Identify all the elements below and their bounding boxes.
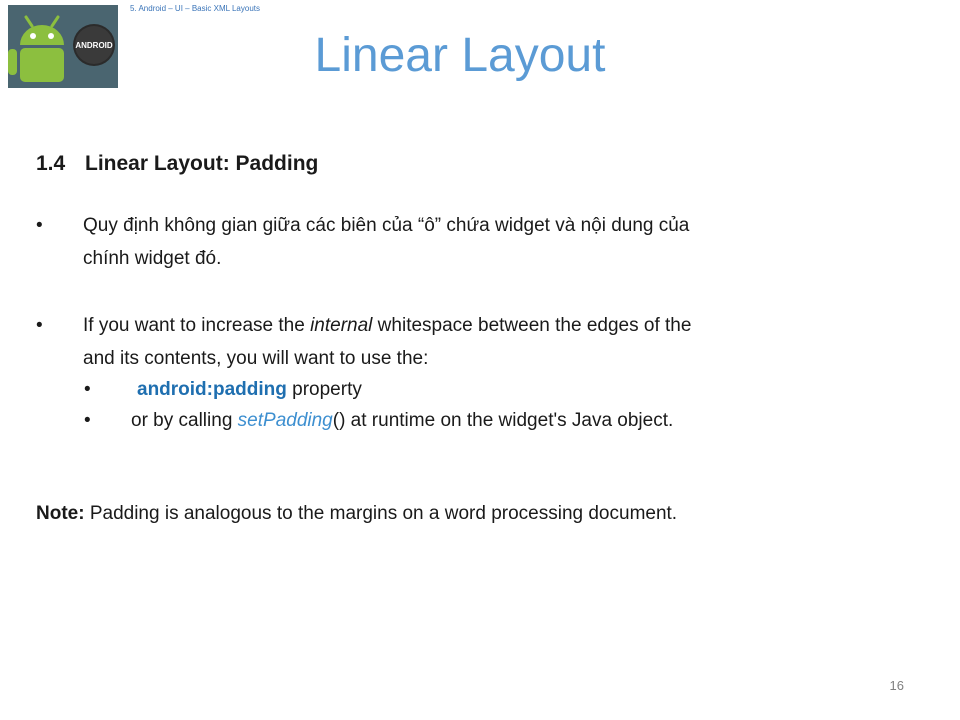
- emphasis-text: internal: [310, 315, 373, 336]
- section-title: Linear Layout: Padding: [85, 152, 319, 175]
- bullet-marker: •: [84, 379, 91, 400]
- bullet-text-line: and its contents, you will want to use the:: [83, 348, 429, 369]
- bullet-text-line: [131, 405, 673, 436]
- text-run: or by calling: [131, 410, 238, 431]
- svg-text:ANDROID: ANDROID: [75, 41, 113, 50]
- bullet-marker: •: [36, 315, 43, 336]
- text-run: property: [286, 379, 362, 400]
- page-title: Linear Layout: [314, 29, 606, 82]
- section-heading: [36, 152, 318, 176]
- text-run: If you want to increase the: [83, 315, 311, 336]
- bullet-text-line: Quy định không gian giữa các biên của “ô” chứa widget và nội dung của: [83, 215, 690, 236]
- text-run: whitespace between the edges of the: [372, 315, 692, 336]
- code-keyword: android:padding: [137, 379, 287, 400]
- code-method: setPadding: [237, 410, 333, 431]
- note-text: Padding is analogous to the margins on a word processing document.: [84, 503, 678, 524]
- bullet-marker: •: [36, 215, 43, 236]
- page-number: 16: [889, 678, 904, 693]
- text-run: () at runtime on the widget's Java object.: [332, 410, 674, 431]
- bullet-text-line: [137, 374, 362, 405]
- breadcrumb: 5. Android – UI – Basic XML Layouts: [130, 4, 260, 13]
- bullet-text-line: chính widget đó.: [83, 248, 222, 269]
- note: [36, 503, 677, 525]
- note-label: Note:: [36, 503, 85, 524]
- bullet-text-line: [83, 310, 873, 341]
- bullet-marker: •: [84, 410, 91, 431]
- section-number: 1.4: [36, 152, 66, 175]
